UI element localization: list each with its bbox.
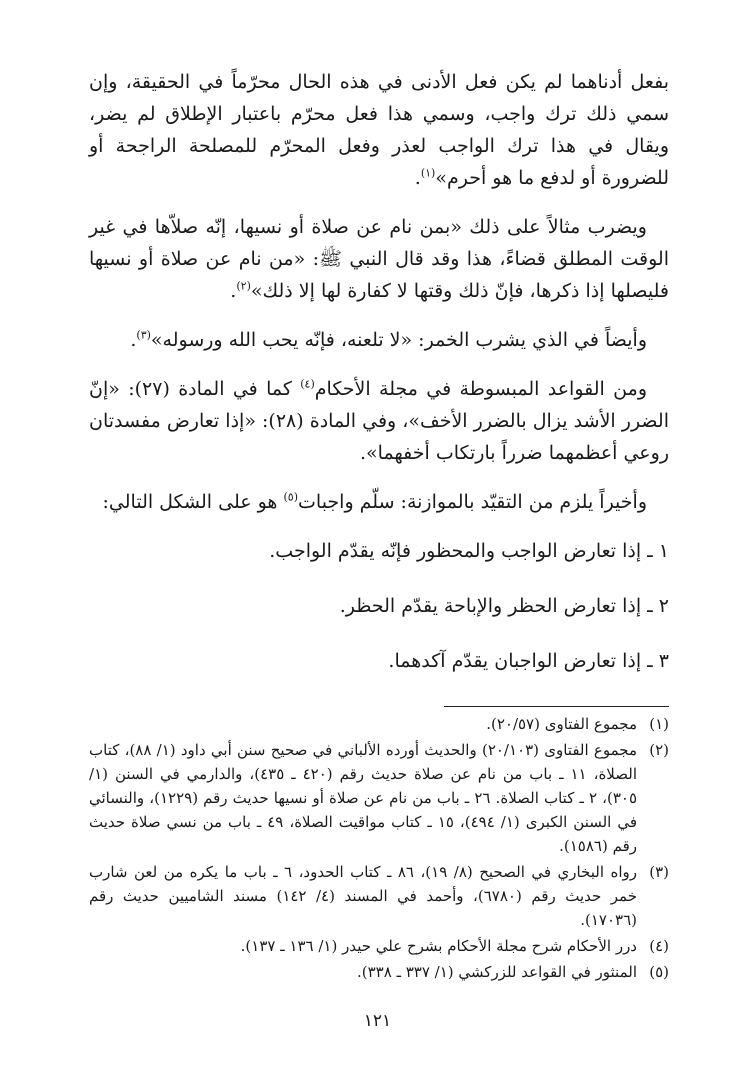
footnote-number: (٢): [649, 741, 669, 759]
list-item-1: ١ ـ إذا تعارض الواجب والمحظور فإنّه يقدّم الواجب.: [269, 540, 669, 562]
paragraph-4: ومن القواعد المبسوطة في مجلة الأحكام$^{(٤)}$ كما في المادة (٢٧): «إنّ الضرر الأشد يزال بالضرر الأخف»، وفي المادة (٢٨): «إذا تعارض مفسدتان روعي أعظمهما ضرراً بارتكاب أخفهما».: [89, 377, 669, 464]
footnote-ref-3[interactable]: (٣): [136, 328, 151, 342]
footnote-ref-5[interactable]: (٥): [283, 490, 299, 504]
footnote-text: مجموع الفتاوى (٢٠/١٠٣) والحديث أورده الألباني في صحيح سنن أبي داود (١/ ٨٨)، كتاب الصلاة، ١١ ـ باب من نام عن صلاة حديث رقم (٤٢٠ ـ ٤٣٥)، والدارمي في السنن (١/ ٣٠٥)، ٢ ـ كتاب الصلاة. ٢٦ ـ باب من نام عن صلاة أو نسيها حديث رقم (١٢٢٩)، والنسائي في السنن الكبرى (١/ ٤٩٤)، ١٥ ـ كتاب مواقيت الصلاة، ٤٩ ـ باب من نسي صلاة حديث رقم (١٥٨٦).: [89, 741, 638, 855]
footnote-number: (٣): [649, 863, 669, 881]
page-number: ١٢١: [363, 1011, 392, 1031]
paragraph-1: بفعل أدناهما لم يكن فعل الأدنى في هذه الحال محرّماً في الحقيقة، وإن سمي ذلك ترك واجب، وسمي هذا فعل محرّم باعتبار الإطلاق لم يضر، ويقال في هذا ترك الواجب لعذر وفعل المحرّم للمصلحة الراجحة أو للضرورة أو لدفع ما هو أحرم»$^{(١)}$.: [89, 71, 669, 189]
footnote-text: مجموع الفتاوى (٢٠/٥٧).: [486, 715, 637, 733]
footnote-ref-1[interactable]: (١): [420, 166, 436, 180]
footnote-4: [89, 934, 669, 958]
footnote-text: رواه البخاري في الصحيح (٨/ ١٩)، ٨٦ ـ كتاب الحدود، ٦ ـ باب ما يكره من لعن شارب خمر حديث رقم (٦٧٨٠)، وأحمد في المسند (٤/ ١٤٢) مسند الشاميين حديث رقم (١٧٠٣٦).: [89, 863, 638, 929]
footnotes: [89, 712, 669, 986]
paragraph-5: وأخيراً يلزم من التقيّد بالموازنة: سلّم واجبات$^{(٥)}$ هو على الشكل التالي:: [102, 490, 647, 513]
footnote-text: المنثور في القواعد للزركشي (١/ ٣٣٧ ـ ٣٣٨).: [357, 963, 637, 981]
footnote-divider: [444, 706, 669, 707]
footnote-text: درر الأحكام شرح مجلة الأحكام بشرح علي حيدر (١/ ١٣٦ ـ ١٣٧).: [240, 937, 637, 955]
list-item-3: ٣ ـ إذا تعارض الواجبان يقدّم آكدهما.: [388, 650, 669, 672]
footnote-number: (٥): [649, 963, 669, 981]
paragraph-3: وأيضاً في الذي يشرب الخمر: «لا تلعنه، فإنّه يحب الله ورسوله»$^{(٣)}$.: [130, 328, 647, 351]
footnote-2: [89, 738, 669, 858]
paragraph-2: ويضرب مثالاً على ذلك «بمن نام عن صلاة أو نسيها، إنّه صلاّها في غير الوقت المطلق قضاءً، هذا وقد قال النبي ﷺ: «من نام عن صلاة أو نسيها فليصلها إذا ذكرها، فإنّ ذلك وقتها لا كفارة لها إلا ذلك»$^{(٢)}$.: [89, 216, 669, 302]
footnote-3: [89, 860, 669, 932]
list-item-2: ٢ ـ إذا تعارض الحظر والإباحة يقدّم الحظر.: [339, 595, 669, 617]
footnote-ref-2[interactable]: (٢): [236, 279, 251, 293]
footnote-ref-4[interactable]: (٤): [300, 377, 315, 391]
footnote-number: (٤): [649, 937, 669, 955]
footnote-5: [89, 960, 669, 984]
footnote-1: [89, 712, 669, 736]
footnote-number: (١): [649, 715, 669, 733]
main-text: [89, 66, 669, 700]
